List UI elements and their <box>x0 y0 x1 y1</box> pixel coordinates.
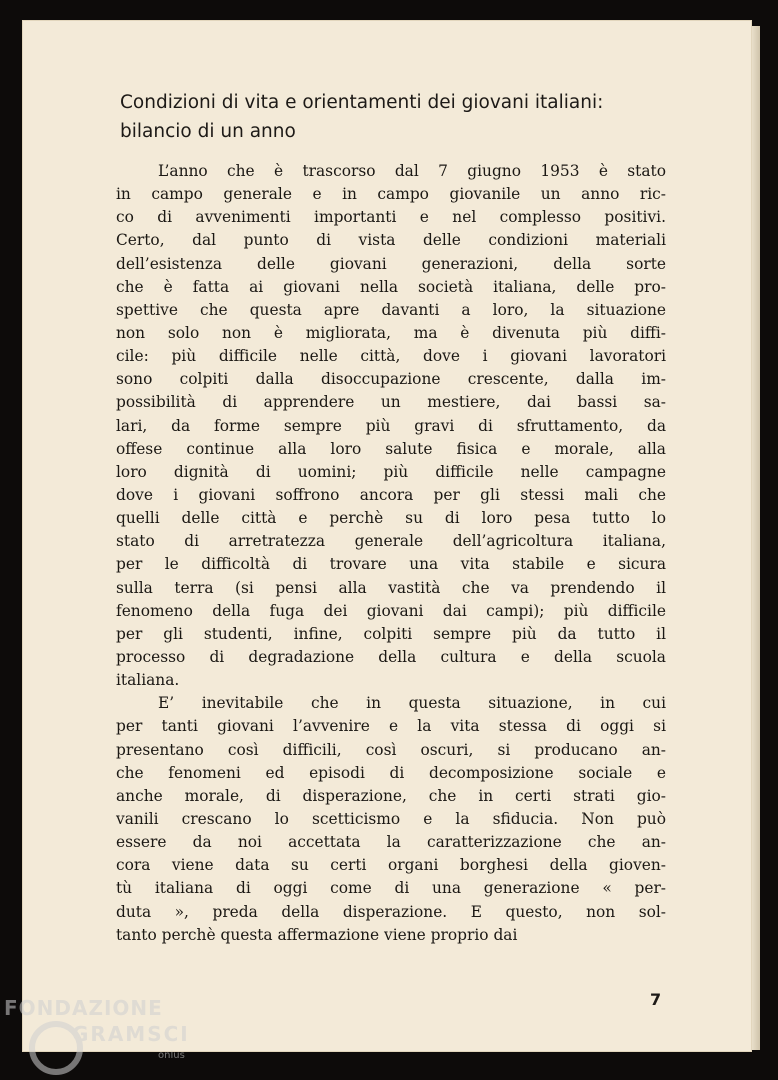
watermark-text-line: onlus <box>158 1050 185 1061</box>
heading-line: Condizioni di vita e orientamenti dei giovani italiani: <box>120 92 604 113</box>
text-line: E’ inevitabile che in questa situazione, in cui <box>158 694 666 713</box>
page-number: 7 <box>650 990 662 1009</box>
archive-watermark <box>4 996 204 1080</box>
text-line: sono colpiti dalla disoccupazione crescente, dalla im- <box>116 370 666 389</box>
book-page <box>22 20 752 1052</box>
page-edge <box>752 26 760 1050</box>
text-line: dell’esistenza delle giovani generazioni, della sorte <box>116 254 666 273</box>
text-line: per gli studenti, infine, colpiti sempre più da tutto il <box>116 624 666 643</box>
text-line: stato di arretratezza generale dell’agricoltura italiana, <box>116 532 666 551</box>
text-line: tanto perchè questa affermazione viene proprio dai <box>116 925 518 944</box>
text-line: loro dignità di uomini; più difficile nelle campagne <box>116 462 666 481</box>
text-line: possibilità di apprendere un mestiere, dai bassi sa- <box>116 393 666 412</box>
text-line: che fenomeni ed episodi di decomposizione sociale e <box>116 763 666 782</box>
text-line: non solo non è migliorata, ma è divenuta più diffi- <box>116 323 666 342</box>
text-line: spettive che questa apre davanti a loro, la situazione <box>116 300 666 319</box>
text-line: offese continue alla loro salute fisica e morale, alla <box>116 439 666 458</box>
body-text <box>116 160 666 947</box>
text-line: presentano così difficili, così oscuri, si producano an- <box>116 740 666 759</box>
text-line: co di avvenimenti importanti e nel complesso positivi. <box>116 208 666 227</box>
text-line: cora viene data su certi organi borghesi della gioven- <box>116 856 666 875</box>
text-line: anche morale, di disperazione, che in certi strati gio- <box>116 786 666 805</box>
text-line: Certo, dal punto di vista delle condizioni materiali <box>116 231 666 250</box>
text-line: duta », preda della disperazione. E questo, non sol- <box>116 902 666 921</box>
text-line: dove i giovani soffrono ancora per gli stessi mali che <box>116 485 666 504</box>
text-line: processo di degradazione della cultura e della scuola <box>116 647 666 666</box>
text-line: in campo generale e in campo giovanile un anno ric- <box>116 185 666 204</box>
text-line: che è fatta ai giovani nella società italiana, delle pro- <box>116 277 666 296</box>
text-line: italiana. <box>116 671 180 690</box>
text-line: per le difficoltà di trovare una vita stabile e sicura <box>116 555 666 574</box>
watermark-text-line: GRAMSCI <box>72 1022 190 1046</box>
text-line: lari, da forme sempre più gravi di sfruttamento, da <box>116 416 666 435</box>
text-line: L’anno che è trascorso dal 7 giugno 1953 è stato <box>158 162 666 180</box>
text-line: cile: più difficile nelle città, dove i giovani lavoratori <box>116 347 666 366</box>
text-line: per tanti giovani l’avvenire e la vita stessa di oggi si <box>116 717 666 736</box>
text-line: quelli delle città e perchè su di loro pesa tutto lo <box>116 509 666 528</box>
text-line: tù italiana di oggi come di una generazione « per- <box>116 879 666 898</box>
text-line: essere da noi accettata la caratterizzazione che an- <box>116 833 666 852</box>
chapter-heading <box>120 88 680 146</box>
heading-line: bilancio di un anno <box>120 121 296 142</box>
text-line: fenomeno della fuga dei giovani dai campi); più difficile <box>116 601 666 620</box>
watermark-text-line: FONDAZIONE <box>4 996 163 1020</box>
text-line: vanili crescano lo scetticismo e la sfiducia. Non può <box>116 809 666 828</box>
text-line: sulla terra (si pensi alla vastità che va prendendo il <box>116 578 666 597</box>
